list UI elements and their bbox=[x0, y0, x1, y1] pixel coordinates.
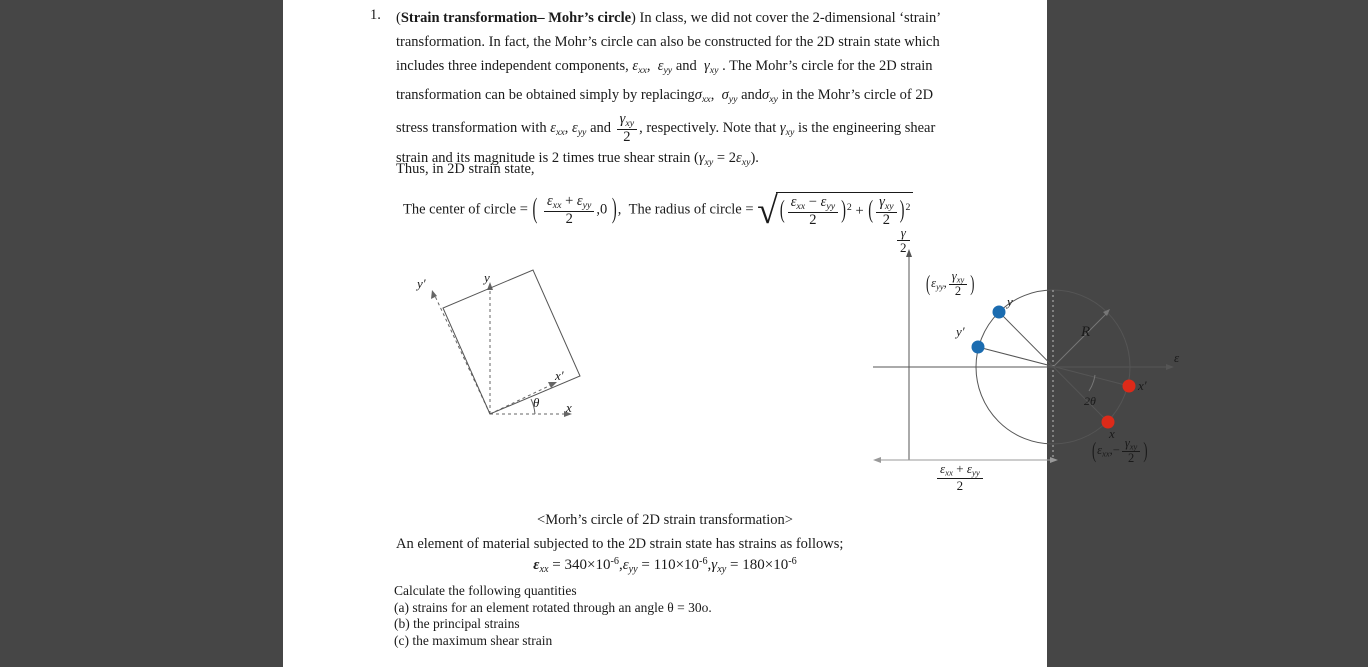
given-base-1: 10 bbox=[595, 557, 611, 574]
comma-sep: , bbox=[617, 201, 622, 218]
frac-center-dim: $\frac{\varepsilon_{xx} + \varepsilon_{yy}}{2}$ bbox=[937, 462, 983, 492]
coord-x-eps: $\varepsilon_{xx}$ bbox=[1097, 443, 1110, 459]
mohr-radius-label: R bbox=[1081, 324, 1091, 340]
given-eq2: = bbox=[641, 557, 650, 574]
coord-y-frac: $\frac{\gamma_{xy}}{2}$ bbox=[949, 270, 967, 298]
given-eps-yy-sym: $\varepsilon_{yy}$ bbox=[622, 557, 638, 575]
coord-y-eps: $\varepsilon_{yy}$ bbox=[931, 276, 944, 292]
mohr-vertical-axis-label bbox=[895, 226, 912, 254]
given-exp-2: -6 bbox=[699, 556, 708, 567]
paren-open-r1: ( bbox=[779, 196, 785, 225]
mohr-radius-arrow bbox=[1103, 309, 1110, 316]
given-exp-1: -6 bbox=[610, 556, 619, 567]
given-comma-1: , bbox=[618, 557, 623, 574]
coord-y-paren-close: ) bbox=[970, 271, 975, 296]
paragraph-part-2: and bbox=[675, 58, 697, 75]
mohr-dim-arrow-right bbox=[1050, 457, 1058, 463]
mohr-point-label-xp: x′ bbox=[1138, 378, 1147, 393]
mohr-point-label-yp: y′ bbox=[956, 324, 965, 339]
radical-symbol: √ bbox=[757, 190, 778, 233]
mohr-circle-diagram bbox=[873, 249, 1174, 463]
given-intro-text: An element of material subjected to the 2D strain state has strains as follows; bbox=[396, 536, 844, 552]
coord-x-frac: $\frac{\gamma_{xy}}{2}$ bbox=[1122, 437, 1140, 465]
element-label-y: y bbox=[484, 270, 490, 285]
mohr-angle-arc bbox=[1089, 375, 1095, 391]
paren-open: ( bbox=[396, 10, 401, 26]
mohr-point-label-x: x bbox=[1109, 426, 1115, 441]
coord-y-paren-open: ( bbox=[926, 271, 931, 296]
plus-radius: + bbox=[855, 202, 864, 219]
questions-header: Calculate the following quantities bbox=[394, 583, 577, 598]
document-page bbox=[283, 0, 1180, 667]
paragraph-part-7: , respectively. Note that bbox=[639, 120, 777, 137]
paren-close-center: ) bbox=[611, 193, 617, 226]
sym-gamma-xy-1: $\gamma_{xy}$ bbox=[704, 58, 719, 77]
sym-eps-xy: $\varepsilon_{xy}$ bbox=[735, 149, 751, 168]
sym-gamma-xy-2: $\gamma_{xy}$ bbox=[779, 120, 795, 139]
exp-two-2: 2 bbox=[905, 202, 911, 214]
paragraph-part-3: . The Mohr’s circle for the 2D strain transformation can be obtained simply by replacing bbox=[396, 58, 933, 104]
paragraph-part-6: and bbox=[590, 120, 611, 137]
radicand bbox=[776, 192, 914, 228]
given-comma-2: , bbox=[707, 557, 712, 574]
paren-open-center: ( bbox=[532, 193, 538, 226]
radius-of-circle-label: The radius of circle = bbox=[628, 201, 754, 218]
paren-open-r2: ( bbox=[868, 196, 874, 225]
paragraph-part-9: ). bbox=[750, 149, 759, 166]
mohr-dim-arrow-left bbox=[873, 457, 881, 463]
given-eq3: = bbox=[730, 557, 739, 574]
num-two-1: 2 bbox=[728, 149, 736, 166]
thus-line: Thus, in 2D strain state, bbox=[396, 161, 535, 177]
mohr-dimension-label bbox=[935, 462, 985, 492]
paren-close-r2: ) bbox=[899, 196, 905, 225]
given-eps-yy-val: 110 bbox=[653, 557, 676, 574]
mohr-point-yp bbox=[972, 341, 985, 354]
given-base-3: 10 bbox=[773, 557, 789, 574]
paragraph-part-1: ) In class, we did not cover the 2-dimensional ‘strain’ transformation. In fact, the Mohr’s circle can also be constructed for the 2D strain state which includes three independent components, bbox=[396, 10, 941, 75]
frac-radius-normal: $\frac{\varepsilon_{xx} - \varepsilon_{yy}}{2}$ bbox=[788, 195, 838, 228]
center-of-circle-label: The center of circle = bbox=[403, 201, 528, 218]
sqrt-expression bbox=[757, 190, 913, 233]
center-radius-formula bbox=[403, 190, 913, 233]
sym-sigma-xy: $\sigma_{xy}$ bbox=[762, 87, 778, 106]
given-eq1: = bbox=[552, 557, 561, 574]
questions-block bbox=[394, 583, 712, 649]
coord-x-paren-close: ) bbox=[1143, 438, 1148, 463]
given-exp-3: -6 bbox=[788, 556, 797, 567]
sym-gamma-xy-3: $\gamma_{xy}$ bbox=[698, 149, 714, 168]
problem-number: 1. bbox=[370, 7, 381, 23]
mohr-point-xp bbox=[1123, 380, 1136, 393]
zero-center: 0 bbox=[600, 201, 608, 218]
mohr-circle-figure bbox=[403, 225, 1180, 507]
given-gamma-xy-val: 180 bbox=[742, 557, 765, 574]
coord-y-comma: , bbox=[943, 276, 947, 291]
coord-x-minus: − bbox=[1112, 443, 1120, 458]
sym-eps-yy-2: $\varepsilon_{yy}$ bbox=[571, 120, 587, 139]
given-strain-values bbox=[283, 556, 1047, 575]
mohr-coord-label-x bbox=[1091, 437, 1149, 465]
sym-sigma-yy: $\sigma_{yy}$ bbox=[721, 87, 738, 106]
sym-eps-xx-1: $\varepsilon_{xx}$ bbox=[632, 58, 647, 77]
mohr-horizontal-axis-label: ε bbox=[1174, 350, 1180, 365]
given-eps-xx-val: 340 bbox=[564, 557, 587, 574]
coord-x-paren-open: ( bbox=[1092, 438, 1097, 463]
element-square bbox=[443, 270, 580, 414]
eq-sign-1: = bbox=[716, 149, 726, 166]
mohr-angle-label: 2θ bbox=[1084, 394, 1096, 408]
frac-radius-shear: $\frac{\gamma_{xy}}{2}$ bbox=[876, 195, 896, 228]
paren-close-r1: ) bbox=[841, 196, 846, 225]
mohr-horizontal-arrow bbox=[1166, 364, 1174, 370]
question-c: (c) the maximum shear strain bbox=[394, 632, 553, 648]
element-label-xp: x′ bbox=[555, 368, 564, 383]
mohr-radius-line bbox=[1053, 313, 1107, 367]
given-base-2: 10 bbox=[684, 557, 700, 574]
figure-caption: <Morh’s circle of 2D strain transformation> bbox=[537, 512, 793, 528]
element-label-yp: y′ bbox=[417, 276, 426, 291]
sym-sigma-xx: $\sigma_{xx}$ bbox=[694, 87, 711, 106]
given-times-3: × bbox=[764, 557, 774, 574]
coord-x-comma: , bbox=[1109, 443, 1113, 458]
problem-statement-paragraph: (Strain transformation– Mohr’s circle) In class, we did not cover the 2-dimensional ‘strain’ transformation. In fact, the Mohr’s circle can also be constructed for the 2D strain state which includes three independent components, $\varepsilon_{xx}$, $\varepsilon_{yy}$ and $\gamma_{xy}$ . The Mohr’s circle for the 2D strain transformation can be obtained simply by replacingσ$_{xx}$, $\sigma_{yy}$ andσ$_{xy}$ in the Mohr’s circle of 2D stress transformation with $\varepsilon_{xx}$, $\varepsilon_{yy}$ and $\frac{\gamma_{xy}}{2}$ , respectively. Note that $\gamma_{xy}$ is the engineering shear strain and its magnitude is 2 times true shear strain $(\gamma_{xy} = 2\varepsilon_{xy})$. bbox=[396, 10, 941, 168]
paragraph-part-8: is the engineering shear strain and its magnitude is 2 times true shear strain ( bbox=[396, 120, 936, 166]
given-times-2: × bbox=[675, 557, 685, 574]
paragraph-part-5: in the Mohr’s circle of 2D stress transformation with bbox=[396, 87, 934, 137]
given-times-1: × bbox=[586, 557, 596, 574]
element-label-x: x bbox=[566, 400, 572, 415]
given-gamma-xy-sym: $\gamma_{xy}$ bbox=[711, 557, 727, 575]
mohr-point-label-y: y bbox=[1007, 294, 1013, 309]
exp-two-1: 2 bbox=[846, 202, 852, 214]
element-label-theta: θ bbox=[533, 395, 540, 410]
frac-gamma-over-2-axis: $\frac{\gamma}{2}$ bbox=[897, 226, 910, 254]
question-a: (a) strains for an element rotated through an angle θ = 30o. bbox=[394, 599, 712, 615]
frac-center: $\frac{\varepsilon_{xx} + \varepsilon_{yy}}{2}$ bbox=[544, 194, 594, 227]
document-content bbox=[283, 0, 1180, 667]
sym-eps-xx-2: $\varepsilon_{xx}$ bbox=[550, 120, 565, 139]
comma-center: , bbox=[596, 201, 601, 218]
mohr-coord-label-y bbox=[925, 270, 975, 298]
given-eps-xx-sym: $\varepsilon_{xx}$ bbox=[533, 557, 549, 575]
paragraph-part-4: and bbox=[741, 87, 763, 104]
frac-gamma-xy-over-2-inline: $\frac{\gamma_{xy}}{2}$ bbox=[617, 112, 637, 145]
mohr-point-y bbox=[993, 306, 1006, 319]
question-b: (b) the principal strains bbox=[394, 616, 520, 631]
sym-eps-yy-1: $\varepsilon_{yy}$ bbox=[657, 58, 673, 77]
problem-title-bold: Strain transformation– Mohr’s circle bbox=[400, 10, 632, 26]
element-rotation-diagram bbox=[431, 270, 580, 417]
